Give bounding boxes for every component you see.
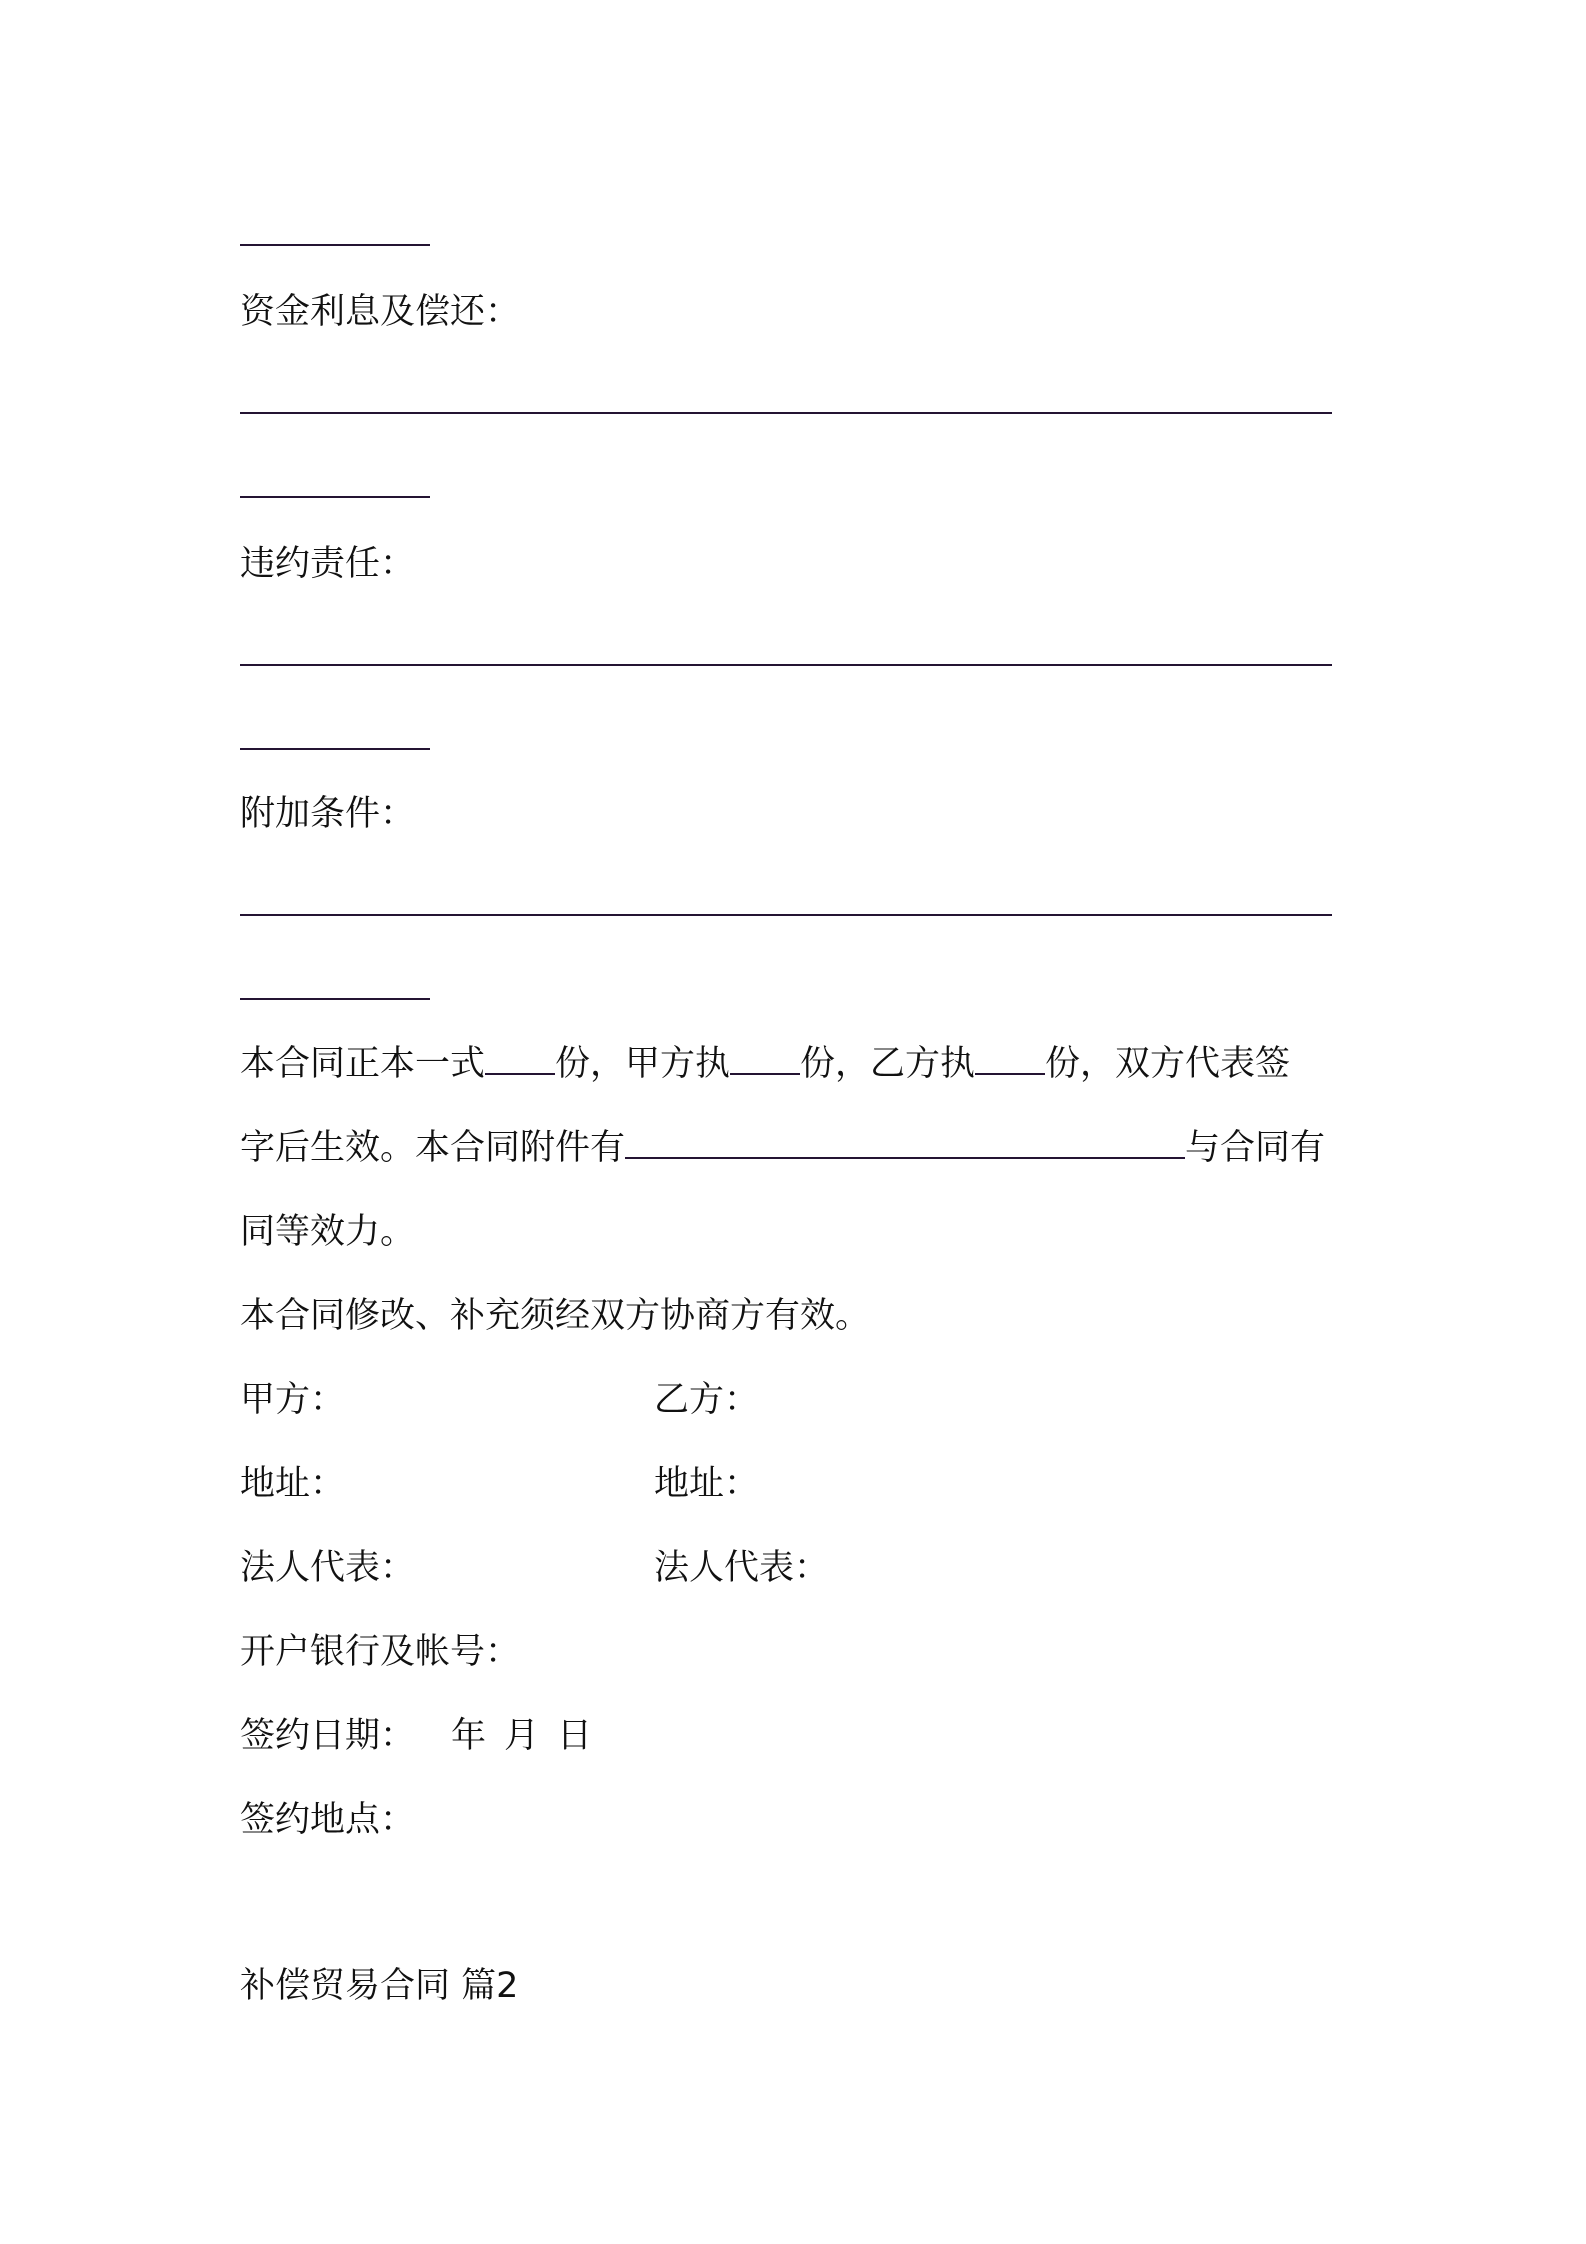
copies-total-blank xyxy=(485,1043,555,1075)
blank-line xyxy=(240,244,430,246)
attachment-text: 字后生效。本合同附件有 xyxy=(240,1128,626,1168)
copies-clause-line1 xyxy=(240,1040,1290,1088)
blank-line xyxy=(240,748,430,750)
copies-text-1: 本合同正本一式 xyxy=(240,1044,486,1084)
party-a-legal-rep: 法人代表： xyxy=(240,1548,416,1588)
copies-clause-line2 xyxy=(240,1124,1325,1172)
bank-account-label: 开户银行及帐号： xyxy=(240,1632,521,1672)
party-b-label: 乙方： xyxy=(654,1380,760,1420)
blank-line xyxy=(240,412,1332,414)
next-section-heading: 补偿贸易合同 篇2 xyxy=(240,1966,519,2006)
party-a-address: 地址： xyxy=(240,1464,346,1504)
sign-date-day: 日 xyxy=(557,1716,593,1756)
blank-line xyxy=(240,664,1332,666)
blank-line xyxy=(240,496,430,498)
amendment-clause: 本合同修改、补充须经双方协商方有效。 xyxy=(240,1296,871,1336)
copies-text-4: 份，双方代表签 xyxy=(1045,1044,1291,1084)
party-b-legal-rep: 法人代表： xyxy=(654,1548,830,1588)
party-b-copies-blank xyxy=(975,1043,1045,1075)
conditions-label: 附加条件： xyxy=(240,794,416,834)
sign-date-label: 签约日期： xyxy=(240,1716,416,1756)
copies-clause-line3: 同等效力。 xyxy=(240,1212,416,1252)
party-a-label: 甲方： xyxy=(240,1380,346,1420)
party-a-copies-blank xyxy=(730,1043,800,1075)
blank-line xyxy=(240,998,430,1000)
party-b-address: 地址： xyxy=(654,1464,760,1504)
sign-place-label: 签约地点： xyxy=(240,1800,416,1840)
blank-line xyxy=(240,914,1332,916)
copies-text-2: 份，甲方执 xyxy=(555,1044,731,1084)
attachment-text-end: 与合同有 xyxy=(1185,1128,1326,1168)
attachment-blank xyxy=(625,1127,1185,1159)
interest-label: 资金利息及偿还： xyxy=(240,292,521,332)
sign-date-row xyxy=(240,1712,592,1760)
sign-date-year: 年 xyxy=(451,1716,487,1756)
breach-label: 违约责任： xyxy=(240,544,416,584)
copies-text-3: 份，乙方执 xyxy=(800,1044,976,1084)
sign-date-month: 月 xyxy=(504,1716,540,1756)
